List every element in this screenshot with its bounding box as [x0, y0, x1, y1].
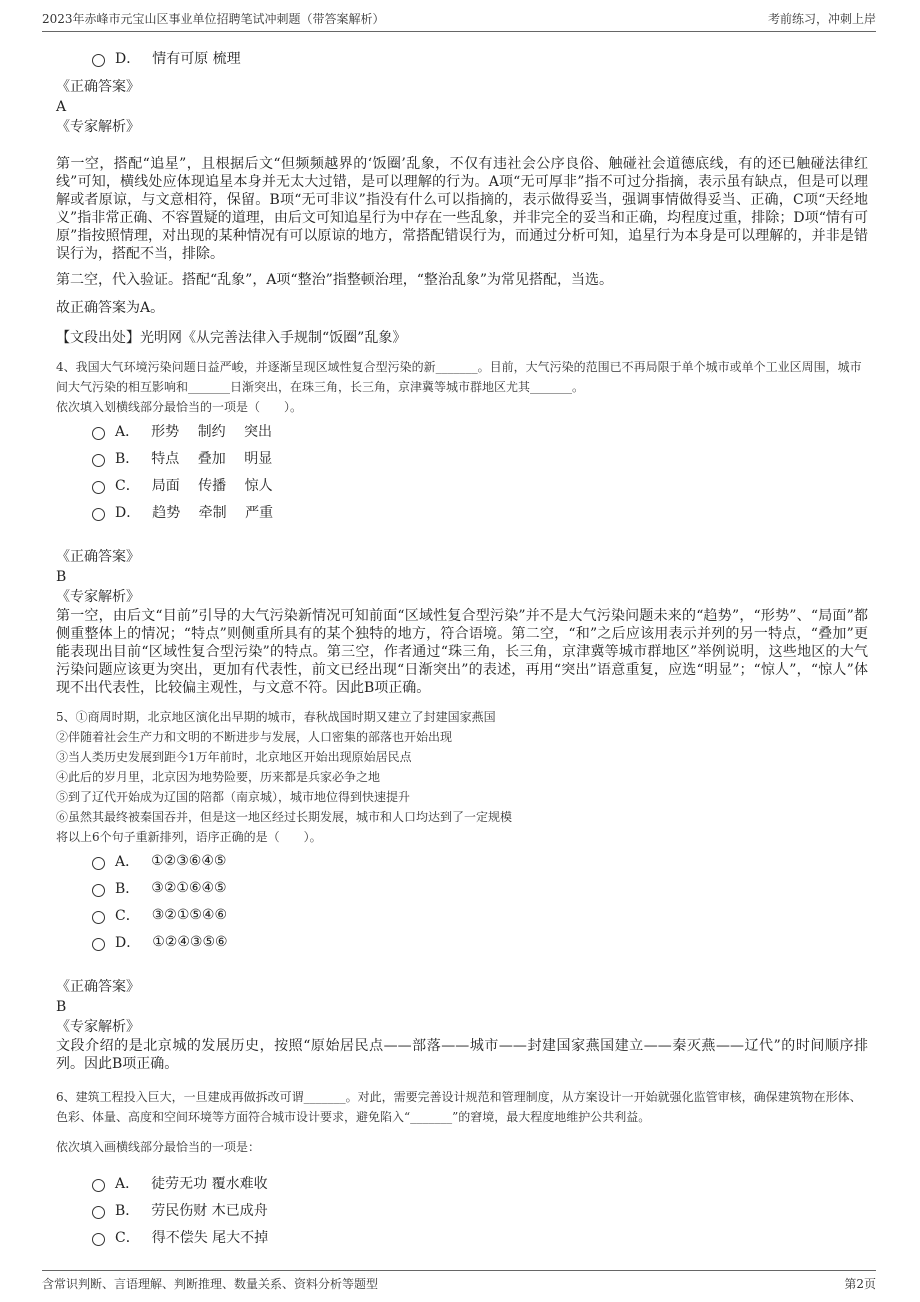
option-letter: C．: [115, 907, 140, 924]
option-letter: A．: [115, 1175, 140, 1192]
q5-stem: [56, 707, 868, 847]
q5-sentence-2: ②伴随着社会生产力和文明的不断进步与发展，人口密集的部落也开始出现: [56, 730, 453, 744]
q6-option-c[interactable]: [92, 1223, 868, 1250]
q6-option-b[interactable]: [92, 1196, 868, 1223]
option-text: ③②①⑥④⑤: [151, 879, 227, 896]
analysis-label: 《专家解析》: [56, 1019, 140, 1035]
radio-icon[interactable]: [92, 1233, 105, 1246]
option-letter: A．: [115, 423, 140, 440]
page-number: 第2页: [844, 1277, 876, 1291]
q3-analysis-p2: 第二空，代入验证。搭配“乱象”，A项“整治”指整顿治理，“整治乱象”为常见搭配，当选。: [56, 272, 614, 288]
option-letter: C．: [115, 477, 140, 494]
option-letter: B．: [115, 450, 140, 467]
radio-icon[interactable]: [92, 427, 105, 440]
q5-sentence-1: 5、①商周时期，北京地区演化出早期的城市，春秋战国时期又建立了封建国家燕国: [56, 710, 496, 724]
q5-analysis: 文段介绍的是北京城的发展历史，按照“原始居民点——部落——城市——封建国家燕国建立——秦灭燕——辽代”的时间顺序排列。因此B项正确。: [56, 1038, 868, 1072]
q3-source: 【文段出处】光明网《从完善法律入手规制“饭圈”乱象》: [56, 330, 407, 346]
answer-label: 《正确答案》: [56, 549, 140, 565]
q6-instruction: 依次填入画横线部分最恰当的一项是：: [56, 1140, 261, 1154]
q5-answer: B: [56, 999, 67, 1015]
analysis-label: 《专家解析》: [56, 589, 140, 605]
q5-sentence-6: ⑥虽然其最终被秦国吞并，但是这一地区经过长期发展，城市和人口均达到了一定规模: [56, 810, 513, 824]
header-slogan: 考前练习，冲刺上岸: [767, 12, 876, 26]
option-text: ①②③⑥④⑤: [151, 852, 227, 869]
q4-option-c[interactable]: [92, 471, 868, 498]
option-text: 得不偿失 尾大不掉: [151, 1229, 269, 1246]
q3-answer: A: [56, 99, 67, 115]
document-title: 2023年赤峰市元宝山区事业单位招聘笔试冲刺题（带答案解析）: [42, 12, 385, 26]
radio-icon[interactable]: [92, 884, 105, 897]
q3-analysis-p1: 第一空，搭配“追星”，且根据后文“但频频越界的‘饭圈’乱象，不仅有违社会公序良俗、触碰社会道德底线，有的还已触碰法律红线”可知，横线处应体现追星本身并无太大过错，是可以理解的行为。A项“无可厚非”指不可过分指摘，表示虽有缺点，但是可以理解或者原谅，与文意相符，保留。B项“无可非议”指没有什么可以指摘的，表示做得妥当，强调事情做得妥当、正确，C项“天经地义”指非常正确、不容置疑的道理，由后文可知追星行为中存在一些乱象，并非完全的妥当和正确，均程度过重，排除；D项“情有可原”指按照情理，对出现的某种情况有可以原谅的地方，常搭配错误行为，而通过分析可知，追星行为本身是可以理解的，并非是错误行为，搭配不当，排除。: [56, 156, 868, 262]
option-letter: B．: [115, 880, 140, 897]
q4-stem: 4、我国大气环境污染问题日益严峻，并逐渐呈现区域性复合型污染的新_______。目前，大气污染的范围已不再局限于单个城市或单个工业区周围，城市间大气污染的相互影响和_______日渐突出，在珠三角，长三角，京津冀等城市群地区尤其_______。: [56, 360, 862, 394]
option-letter: D．: [115, 504, 141, 521]
footer-note: 含常识判断、言语理解、判断推理、数量关系、资料分析等题型: [42, 1277, 379, 1291]
radio-icon[interactable]: [92, 938, 105, 951]
option-text: 特点 叠加 明显: [151, 450, 273, 467]
q3-analysis-p3: 故正确答案为A。: [56, 300, 165, 316]
q4-option-a[interactable]: [92, 417, 868, 444]
option-letter: B．: [115, 1202, 140, 1219]
analysis-label: 《专家解析》: [56, 119, 140, 135]
radio-icon[interactable]: [92, 1206, 105, 1219]
option-letter: D．: [115, 934, 141, 951]
option-letter: C．: [115, 1229, 140, 1246]
q4-instruction: 依次填入划横线部分最恰当的一项是（ ）。: [56, 400, 303, 414]
option-text: 形势 制约 突出: [151, 423, 273, 440]
radio-icon[interactable]: [92, 481, 105, 494]
q5-instruction: 将以上6个句子重新排列，语序正确的是（ ）。: [56, 830, 322, 844]
q5-sentence-5: ⑤到了辽代开始成为辽国的陪都（南京城），城市地位得到快速提升: [56, 790, 411, 804]
q5-sentence-3: ③当人类历史发展到距今1万年前时，北京地区开始出现原始居民点: [56, 750, 412, 764]
q6-option-a[interactable]: [92, 1169, 868, 1196]
option-letter: A．: [115, 853, 140, 870]
option-text: 局面 传播 惊人: [151, 477, 273, 494]
option-letter: D．: [115, 50, 141, 67]
q4-option-d[interactable]: [92, 498, 868, 525]
answer-label: 《正确答案》: [56, 979, 140, 995]
q4-analysis: 第一空，由后文“目前”引导的大气污染新情况可知前面“区域性复合型污染”并不是大气污染问题未来的“趋势”，“形势”、“局面”都侧重整体上的情况；“特点”则侧重所具有的某个独特的地方，符合语境。第二空，“和”之后应该用表示并列的另一特点，“叠加”更能表现出目前“区域性复合型污染”的特点。第三空，作者通过“珠三角，长三角，京津冀等城市群地区”举例说明，这些地区的大气污染问题应该更为突出，更加有代表性，前文已经出现“日渐突出”的表述，再用“突出”语意重复，应选“明显”；“惊人”，“惊人”体现不出代表性，比较偏主观性，与文意不符。因此B项正确。: [56, 608, 868, 696]
option-text: 情有可原 梳理: [152, 50, 241, 67]
page-content: [56, 44, 868, 1250]
option-text: 趋势 牵制 严重: [152, 504, 274, 521]
radio-icon[interactable]: [92, 54, 105, 67]
answer-label: 《正确答案》: [56, 79, 140, 95]
option-text: ①②④③⑤⑥: [152, 933, 228, 950]
option-text: 劳民伤财 木已成舟: [151, 1202, 268, 1219]
radio-icon[interactable]: [92, 911, 105, 924]
radio-icon[interactable]: [92, 857, 105, 870]
radio-icon[interactable]: [92, 1179, 105, 1192]
q6-stem: 6、建筑工程投入巨大，一旦建成再做拆改可谓_______。对此，需要完善设计规范和管理制度，从方案设计一开始就强化监管审核，确保建筑物在形体、色彩、体量、高度和空间环境等方面符合城市设计要求，避免陷入“_______”的窘境，最大程度地维护公共利益。: [56, 1090, 862, 1124]
q5-option-a[interactable]: [92, 847, 868, 874]
q5-option-d[interactable]: [92, 928, 868, 955]
option-text: 徒劳无功 覆水难收: [151, 1175, 268, 1192]
q5-sentence-4: ④此后的岁月里，北京因为地势险要，历来都是兵家必争之地: [56, 770, 381, 784]
page-footer: [42, 1270, 876, 1292]
q5-option-c[interactable]: [92, 901, 868, 928]
radio-icon[interactable]: [92, 454, 105, 467]
option-text: ③②①⑤④⑥: [151, 906, 228, 923]
q4-option-b[interactable]: [92, 444, 868, 471]
page-header: [42, 10, 876, 32]
q3-option-d[interactable]: [92, 44, 868, 71]
radio-icon[interactable]: [92, 508, 105, 521]
q4-answer: B: [56, 569, 67, 585]
q5-option-b[interactable]: [92, 874, 868, 901]
